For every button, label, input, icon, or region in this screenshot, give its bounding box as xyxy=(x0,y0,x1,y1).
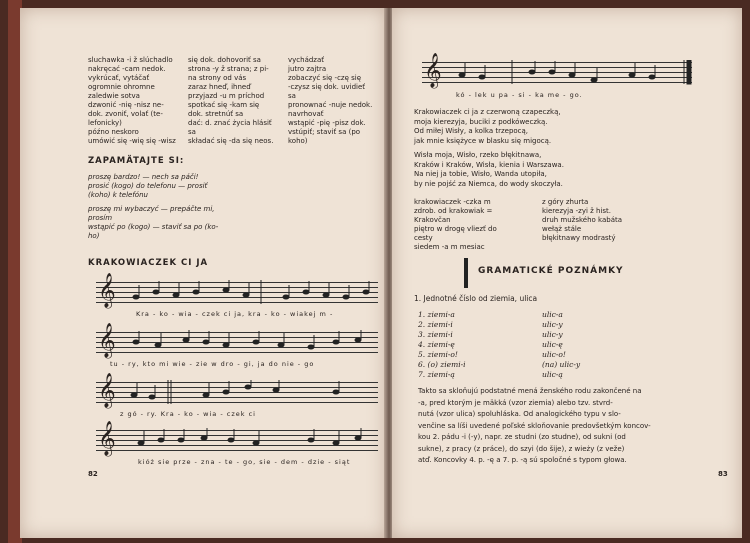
vocab-entry: przyjazd -u m príchod xyxy=(188,92,265,100)
lyric-line-5: kó - lek u pa - si - ka me - go. xyxy=(456,91,583,99)
vocab-entry: strona -y ž strana; z pi- xyxy=(188,65,269,73)
vocab-entry: zaraz hneď, ihneď xyxy=(188,83,251,91)
vocab-entry: navrhovať xyxy=(288,110,324,118)
vocab-column-2 xyxy=(188,56,283,146)
vocab-entry: składać się -da się neos. xyxy=(188,137,274,145)
poem-line: Wisła moja, Wisło, rzeko błękitnawa, xyxy=(414,151,542,159)
section-marker xyxy=(464,258,468,288)
vocab-entry: dzwonić -nię -nisz ne- xyxy=(88,101,164,109)
paragraph-line: sukne), z pracy (z práce), do szyi (do šije), z wieży (z veže) xyxy=(418,444,625,453)
left-page xyxy=(20,8,386,538)
vocab-entry: dok. zvoniť, volať (te- xyxy=(88,110,163,118)
gloss-entry: wełąż stále xyxy=(542,225,582,233)
vocab-entry: zobaczyć się -czę się xyxy=(288,74,362,82)
gloss-entry: krakowiaczek -czka m xyxy=(414,198,491,206)
vocab-entry: lefonicky) xyxy=(88,119,122,127)
declension-form: ulic-a xyxy=(542,310,563,319)
paragraph-line: venčine sa líši uvedené poľské skloňovanie predovšetkým koncov- xyxy=(418,421,651,430)
declension-form: ulic-y xyxy=(542,320,563,329)
remember-line: prosić (kogo) do telefonu — prosiť xyxy=(88,182,208,190)
poem-line: jak mnie księżyce w blasku się migocą. xyxy=(414,136,552,145)
gloss-entry: błękitnawy modrastý xyxy=(542,234,616,242)
right-page xyxy=(392,8,742,538)
treble-clef-icon: 𝄞 xyxy=(98,373,116,408)
declension-ziemia xyxy=(418,310,466,380)
poem-line: Krakowiaczek ci ja z czerwoną czapeczką, xyxy=(414,108,561,116)
page-number: 82 xyxy=(88,470,98,478)
declension-form: ulic-ą xyxy=(542,370,563,379)
gloss-entry: piętro w drogę vliezť do xyxy=(414,225,497,233)
treble-clef-icon: 𝄞 xyxy=(424,53,442,88)
gloss-entry: kierezyja -zyi ž hist. xyxy=(542,207,612,215)
music-staff-2 xyxy=(96,323,378,358)
vocab-entry: umówić się -wię się -wisz xyxy=(88,137,176,145)
vocab-entry: spotkać się -kam się xyxy=(188,101,260,109)
treble-clef-icon: 𝄞 xyxy=(98,273,116,308)
poem-line: Na niej ja tobie, Wisło, Wanda utopiła, xyxy=(414,170,547,178)
lyric-line-2: tu - ry, kto mi wie - zie w dro - gi, ja do nie - go xyxy=(110,360,315,368)
gloss-entry: druh mužského kabáta xyxy=(542,216,623,224)
music-staff-3 xyxy=(96,373,378,408)
declension-form: ulic-ę xyxy=(542,340,563,349)
section-title: GRAMATICKÉ POZNÁMKY xyxy=(478,266,624,276)
vocab-entry: koho) xyxy=(288,137,308,145)
declension-form: 6. (o) ziemi-i xyxy=(418,360,466,369)
declension-form: (na) ulic-y xyxy=(542,360,581,369)
music-staff-4 xyxy=(96,421,378,456)
grammar-paragraph xyxy=(418,386,734,467)
vocab-entry: vstúpiť; staviť sa (po xyxy=(288,128,361,136)
music-notes xyxy=(96,280,378,306)
music-notes xyxy=(96,330,378,356)
vocab-entry: dać: d. znać życia hlásiť xyxy=(188,119,272,127)
vocab-entry: późno neskoro xyxy=(88,128,139,136)
paragraph-line: atď. Koncovky 4. p. -ę a 7. p. -ą sú spoločné s typom głowa. xyxy=(418,456,627,464)
paragraph-line: Takto sa skloňujú podstatné mená ženského rodu zakončené na xyxy=(418,387,642,395)
remember-line: prosím xyxy=(88,214,113,222)
declension-form: 2. ziemi-i xyxy=(418,320,453,329)
lyric-line-4: kióż sie prze - zna - te - go, sie - dem - dzie - siąt xyxy=(138,458,351,466)
vocab-entry: zaledwie sotva xyxy=(88,92,140,100)
vocab-entry: pronownać -nuje nedok. xyxy=(288,101,373,109)
poem-line: Od miłej Wisły, a kolka trzepocą, xyxy=(414,127,529,135)
declension-form: 5. ziemi-o! xyxy=(418,350,458,359)
vocab-entry: sa xyxy=(288,92,296,100)
page-number: 83 xyxy=(718,470,728,478)
poem-line: Kraków i Kraków, Wisła, kienia i Warszawa. xyxy=(414,160,564,169)
music-notes xyxy=(96,428,378,454)
declension-form: ulic-o! xyxy=(542,350,566,359)
vocab-entry: vykrúcať, vytáčať xyxy=(88,74,150,82)
lyric-line-3: z gó - ry. Kra - ko - wia - czek ci xyxy=(120,410,256,418)
declension-form: ulic-y xyxy=(542,330,563,339)
treble-clef-icon: 𝄞 xyxy=(98,323,116,358)
open-book xyxy=(8,0,744,543)
remember-line: ho) xyxy=(88,232,100,240)
vocab-entry: wstąpić -pię -pisz dok. xyxy=(288,119,366,127)
gloss-left xyxy=(414,198,554,252)
gloss-entry: Krakovčan xyxy=(414,216,451,224)
vocab-entry: na strony od vás xyxy=(188,74,247,82)
declension-ulica xyxy=(542,310,580,380)
remember-line: proszę bardzo! — nech sa páči! xyxy=(88,173,199,181)
vocab-column-3 xyxy=(288,56,378,146)
music-staff-5 xyxy=(422,53,692,88)
gloss-entry: siedem -a m mesiac xyxy=(414,243,485,251)
vocab-entry: dok. stretnúť sa xyxy=(188,110,244,118)
treble-clef-icon: 𝄞 xyxy=(98,421,116,456)
remember-line: proszę mi wybaczyć — prepáčte mi, xyxy=(88,205,215,213)
declension-form: 7. ziemi-ą xyxy=(418,370,455,379)
lyric-line-1: Kra - ko - wia - czek ci ja, kra - ko - wiakej m - xyxy=(136,310,334,318)
gloss-entry: z góry zhurta xyxy=(542,198,589,206)
music-staff-1 xyxy=(96,273,378,308)
gloss-entry: cesty xyxy=(414,234,433,242)
vocab-column-1 xyxy=(88,56,198,146)
remember-list xyxy=(88,173,258,241)
vocab-entry: ogromnie ohromne xyxy=(88,83,155,91)
vocab-entry: vychádzať xyxy=(288,56,325,64)
gloss-right xyxy=(542,198,682,243)
subsection-heading: 1. Jednotné číslo od ziemia, ulica xyxy=(414,294,538,303)
remember-line: (koho) k telefónu xyxy=(88,191,148,199)
gloss-entry: zdrob. od krakowiak = xyxy=(414,207,493,215)
vocab-entry: jutro zajtra xyxy=(288,65,327,73)
declension-form: 3. ziemi-i xyxy=(418,330,453,339)
remember-line: wstąpić po (kogo) — staviť sa po (ko- xyxy=(88,223,219,231)
vocab-entry: sa xyxy=(188,128,196,136)
song-verses xyxy=(414,108,564,189)
music-notes xyxy=(96,380,378,406)
paragraph-line: nutá (vzor ulica) spoluhláska. Od analogického typu v slo- xyxy=(418,410,621,418)
song-title: KRAKOWIACZEK CI JA xyxy=(88,258,209,268)
vocab-entry: -czysz się dok. uvidieť xyxy=(288,83,366,91)
declension-form: 4. ziemi-ę xyxy=(418,340,455,349)
vocab-entry: sluchawka -i ž slúchadlo xyxy=(88,56,173,64)
vocab-entry: nakręcać -cam nedok. xyxy=(88,65,166,73)
remember-heading: ZAPAMÄTAJTE SI: xyxy=(88,156,185,166)
poem-line: mojа kierezyja, buciki z podkóweczką. xyxy=(414,117,548,126)
paragraph-line: -a, pred ktorým je mäkká (vzor ziemia) alebo tzv. stvrd- xyxy=(418,398,613,407)
paragraph-line: kou 2. pádu -i (-y), napr. ze studni (zo studne), od sukni (od xyxy=(418,433,626,441)
music-notes xyxy=(422,60,692,86)
declension-form: 1. ziemi-a xyxy=(418,310,455,319)
poem-line: by nie pojść za Niemca, do wody skoczyła. xyxy=(414,179,563,188)
vocab-entry: się dok. dohovoriť sa xyxy=(188,56,261,64)
